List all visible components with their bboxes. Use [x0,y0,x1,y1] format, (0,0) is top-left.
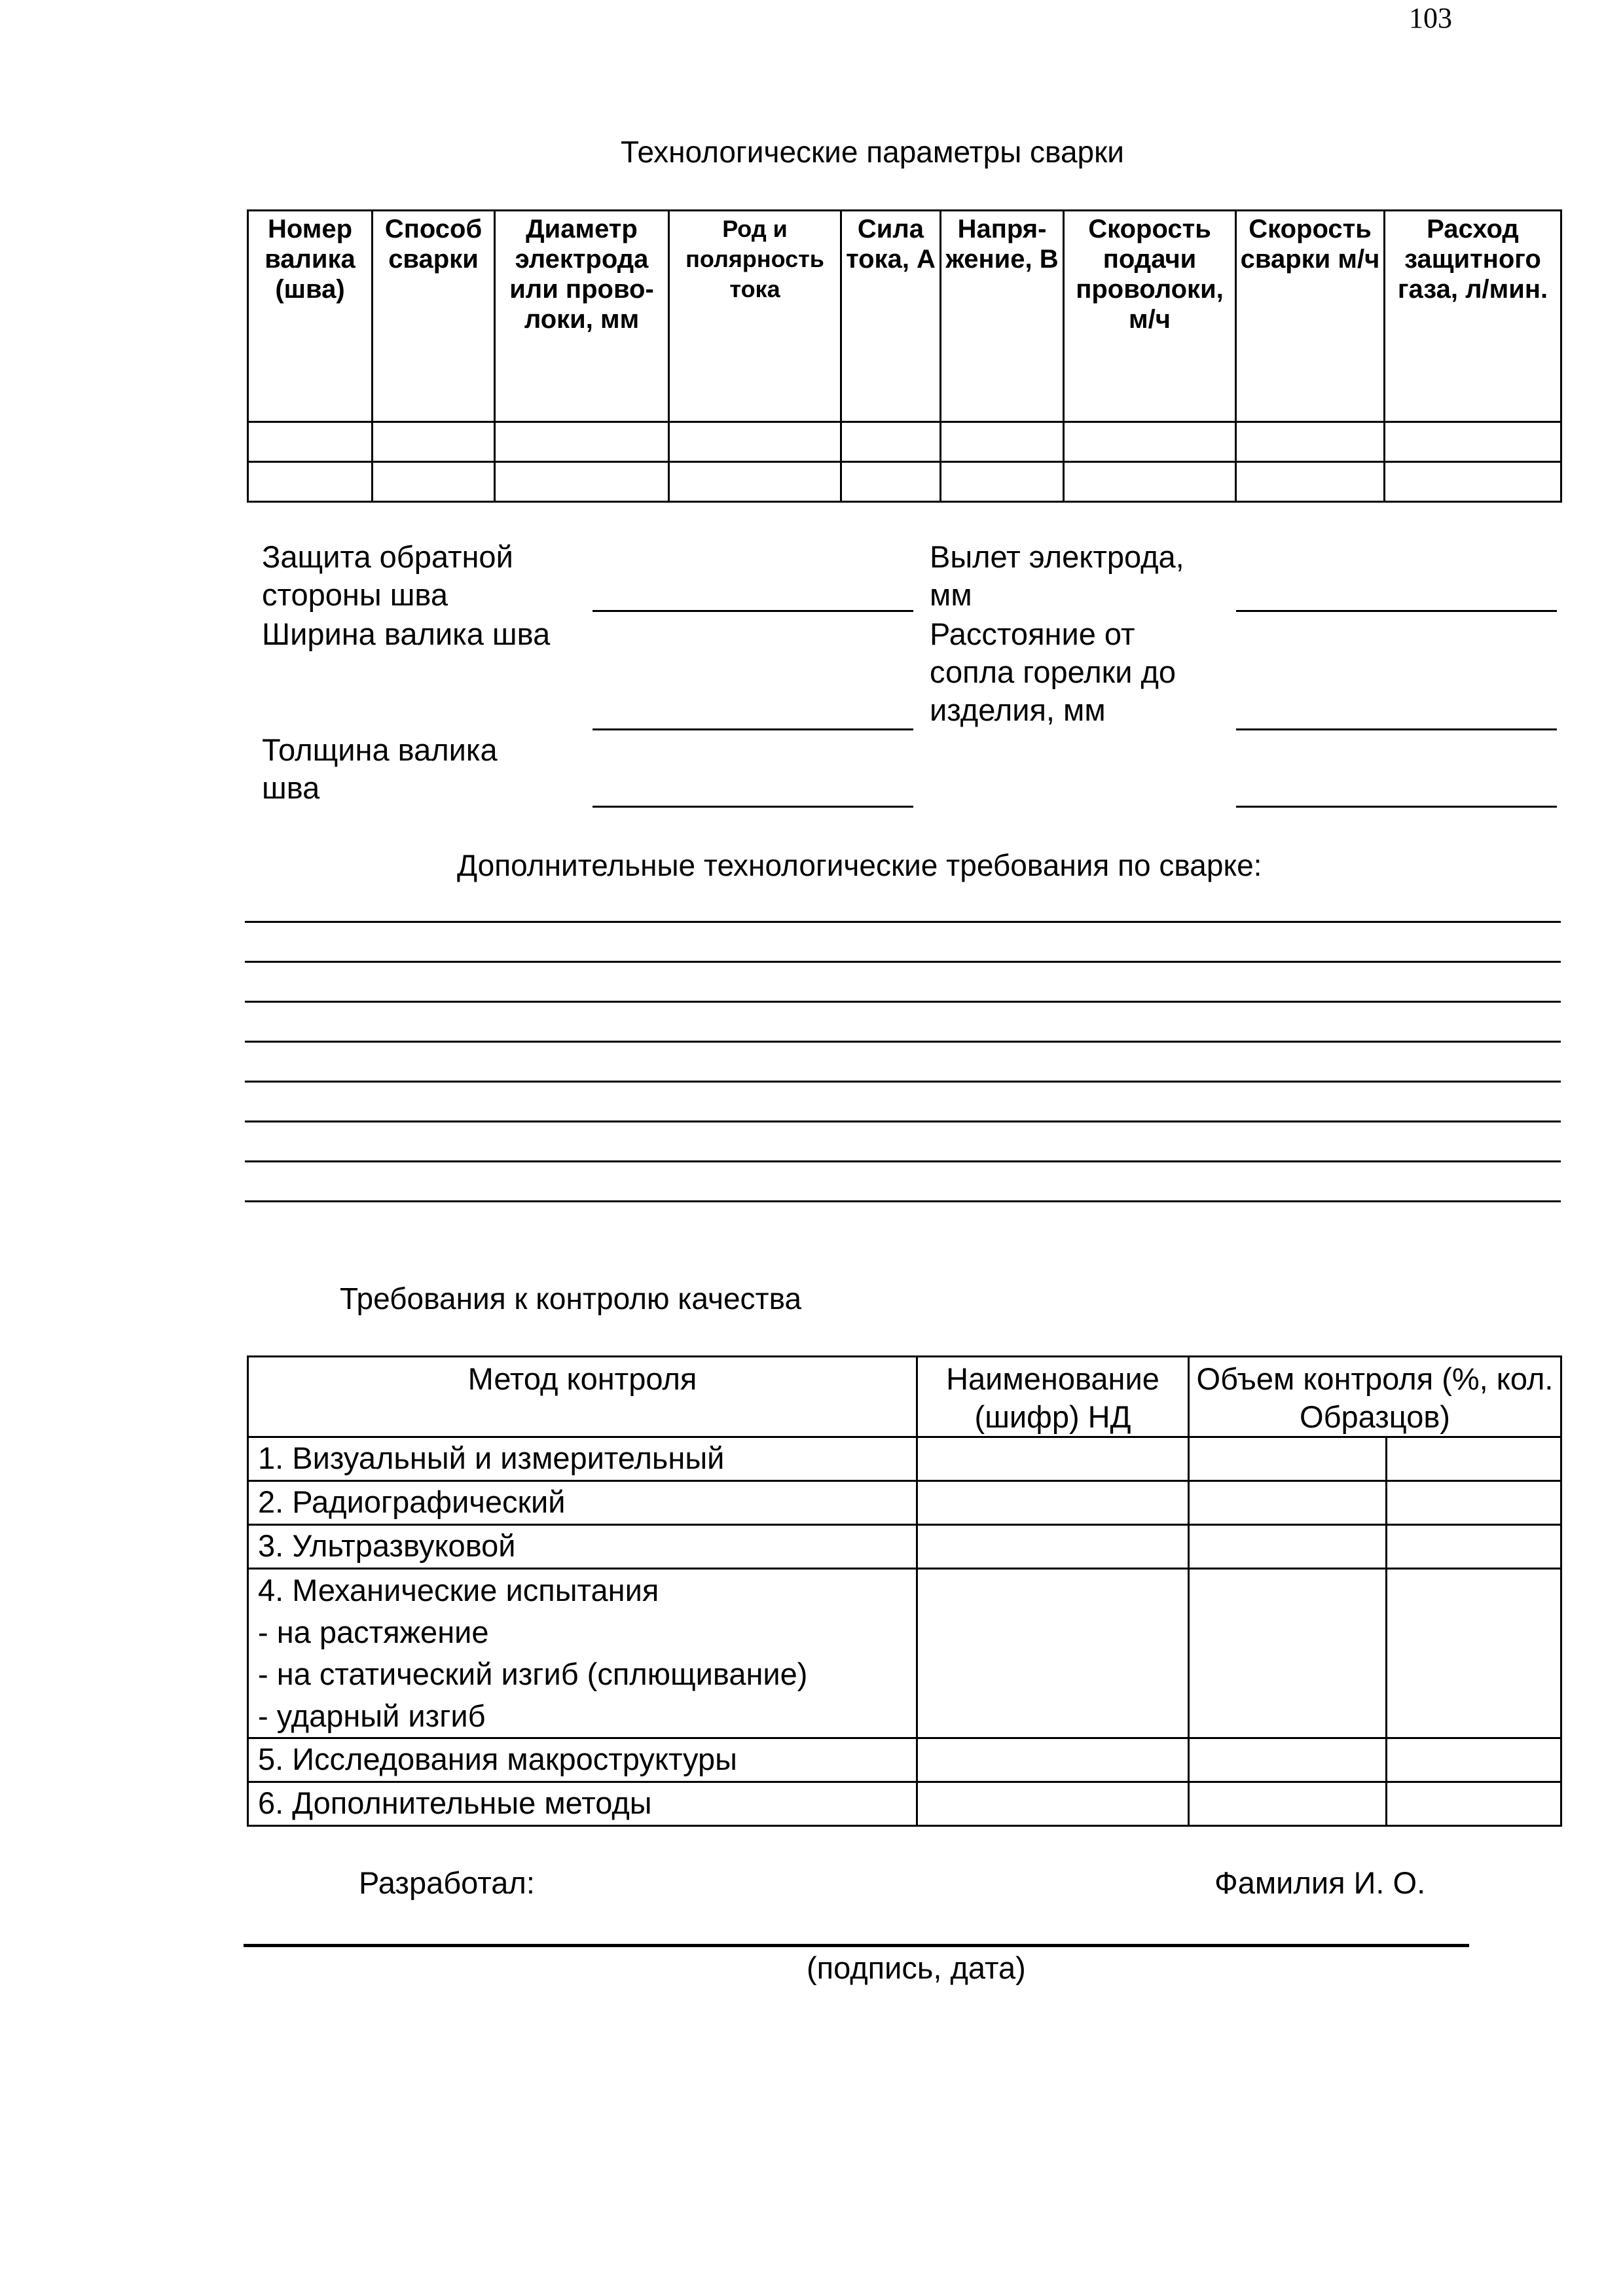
requirements-line[interactable] [245,1200,1561,1202]
mechanical-subitem: - на статический изгиб (сплющивание) [258,1657,808,1691]
bead-thickness-label: Толщина валика шва [262,732,498,805]
table-cell[interactable] [373,422,495,462]
table-cell[interactable] [1387,1525,1561,1569]
table-cell[interactable] [1385,462,1561,502]
requirements-line[interactable] [245,1081,1561,1083]
header-bead-number: Номер валика (шва) [248,211,373,422]
bead-width-label: Ширина валика шва [262,617,551,651]
table-cell[interactable] [917,1782,1189,1826]
table-cell[interactable] [917,1437,1189,1481]
table-cell[interactable] [248,462,373,502]
table-row [248,1782,1561,1826]
table-cell[interactable] [1189,1738,1387,1782]
table-row [248,1569,1561,1738]
electrode-stickout-field[interactable] [1236,610,1557,612]
table-cell[interactable] [1387,1437,1561,1481]
back-protection-label: Защита обратной стороны шва [262,539,513,612]
method-cell: 1. Визуальный и измерительный [248,1437,917,1481]
requirements-line[interactable] [245,961,1561,963]
header-current-type: Род и полярность тока [669,211,841,422]
table-row [248,1525,1561,1569]
nozzle-distance-field[interactable] [1236,728,1557,730]
mechanical-tests-label: 4. Механические испытания [258,1573,659,1607]
electrode-stickout-label: Вылет электрода, мм [930,539,1184,612]
qc-header-row [248,1357,1561,1437]
table-cell[interactable] [1189,1569,1387,1738]
table-cell[interactable] [1387,1481,1561,1525]
method-cell: 3. Ультразвуковой [248,1525,917,1569]
page-number: 103 [1409,2,1452,34]
table-row [248,462,1561,502]
table-cell[interactable] [1236,422,1385,462]
header-gas-flow: Расход защитного газа, л/мин. [1385,211,1561,422]
method-cell: 5. Исследования макроструктуры [248,1738,917,1782]
table-row [248,1738,1561,1782]
extra-field[interactable] [1236,806,1557,808]
table-cell[interactable] [1064,462,1236,502]
quality-control-title: Требования к контролю качества [340,1282,802,1316]
table-row [248,422,1561,462]
header-volume: Объем контроля (%, кол. Образцов) [1189,1357,1561,1437]
table-cell[interactable] [1387,1782,1561,1826]
table-cell[interactable] [917,1569,1189,1738]
additional-requirements-title: Дополнительные технологические требования по сварке: [457,848,1262,882]
header-electrode-diameter: Диаметр электрода или прово-локи, мм [495,211,669,422]
table-row [248,1437,1561,1481]
table-cell[interactable] [373,462,495,502]
table-cell[interactable] [941,462,1064,502]
mechanical-subitem: - ударный изгиб [258,1698,486,1733]
header-welding-method: Способ сварки [373,211,495,422]
table-cell[interactable] [841,422,941,462]
welding-params-table [247,209,1562,503]
table-cell[interactable] [1387,1569,1561,1738]
table-cell[interactable] [1385,422,1561,462]
table-cell[interactable] [1387,1738,1561,1782]
params-header-row [248,211,1561,422]
requirements-line[interactable] [245,1160,1561,1162]
mechanical-subitem: - на растяжение [258,1615,489,1649]
table-row [248,1481,1561,1525]
back-protection-field[interactable] [593,610,913,612]
method-cell: 2. Радиографический [248,1481,917,1525]
signature-line[interactable] [244,1944,1469,1947]
header-nd-name: Наименование (шифр) НД [917,1357,1189,1437]
signature-caption: (подпись, дата) [807,1950,1026,1985]
table-cell[interactable] [1189,1525,1387,1569]
table-cell[interactable] [917,1525,1189,1569]
table-cell[interactable] [917,1481,1189,1525]
method-cell [248,1569,917,1738]
table-cell[interactable] [669,422,841,462]
table-cell[interactable] [1189,1481,1387,1525]
table-cell[interactable] [495,422,669,462]
requirements-line[interactable] [245,921,1561,923]
bead-thickness-field[interactable] [593,806,913,808]
requirements-line[interactable] [245,1041,1561,1043]
developed-by-label: Разработал: [359,1865,535,1900]
signer-name: Фамилия И. О. [1214,1865,1426,1900]
method-cell: 6. Дополнительные методы [248,1782,917,1826]
nozzle-distance-label: Расстояние от сопла горелки до изделия, мм [930,617,1176,727]
table-cell[interactable] [248,422,373,462]
requirements-line[interactable] [245,1001,1561,1003]
table-cell[interactable] [917,1738,1189,1782]
quality-control-table [247,1355,1562,1827]
header-voltage: Напря-жение, В [941,211,1064,422]
table-cell[interactable] [1189,1782,1387,1826]
table-cell[interactable] [941,422,1064,462]
header-current: Сила тока, А [841,211,941,422]
table-cell[interactable] [841,462,941,502]
requirements-line[interactable] [245,1121,1561,1122]
header-method: Метод контроля [248,1357,917,1437]
header-welding-speed: Скорость сварки м/ч [1236,211,1385,422]
table-cell[interactable] [495,462,669,502]
table-cell[interactable] [1236,462,1385,502]
bead-width-field[interactable] [593,728,913,730]
table-cell[interactable] [1064,422,1236,462]
welding-params-title: Технологические параметры сварки [621,135,1124,169]
table-cell[interactable] [669,462,841,502]
table-cell[interactable] [1189,1437,1387,1481]
header-wire-feed-speed: Скорость подачи проволоки, м/ч [1064,211,1236,422]
